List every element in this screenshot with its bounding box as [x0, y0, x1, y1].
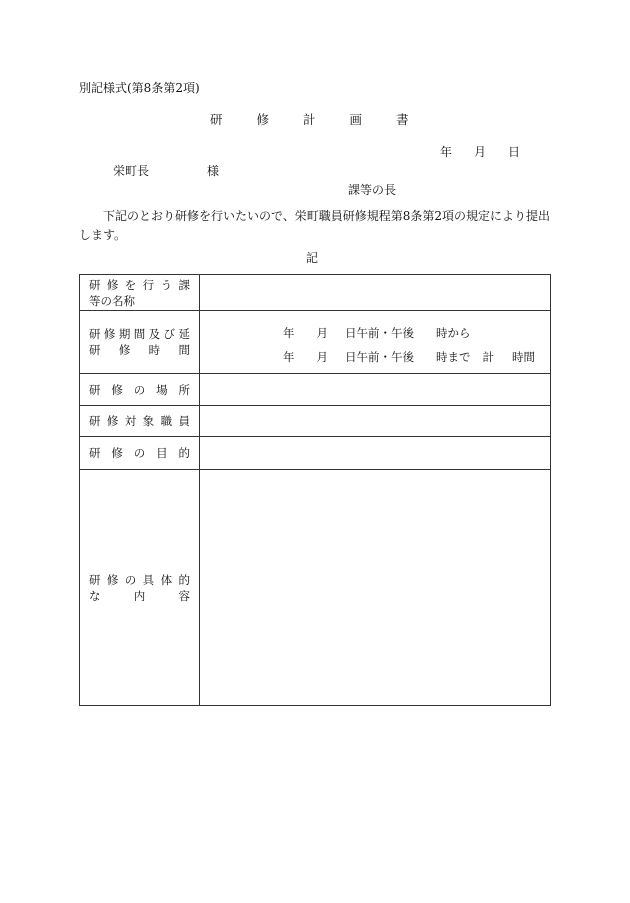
title-char: 修	[256, 112, 270, 127]
start-day-ampm: 日午前・午後	[345, 326, 414, 340]
ki-label: 記	[306, 251, 319, 265]
period-value-cell[interactable]	[200, 311, 551, 374]
total-label: 計	[482, 350, 494, 364]
period-end-line	[283, 349, 535, 365]
table-row	[80, 311, 551, 374]
sender: 課等の長	[348, 183, 397, 197]
department-label-line2: 等の名称	[89, 293, 135, 308]
purpose-label-cell	[80, 437, 200, 470]
department-value-cell[interactable]	[200, 275, 551, 311]
end-year: 年	[283, 350, 295, 364]
training-plan-table	[79, 274, 551, 706]
date-day: 日	[508, 145, 521, 159]
purpose-value-cell[interactable]	[200, 437, 551, 470]
title-char: 研	[210, 112, 223, 127]
location-label: 研 修 の 場 所	[89, 382, 190, 397]
target-staff-label-cell	[80, 406, 200, 437]
period-label-line1: 研 修 期 間 及 び 延	[89, 327, 190, 341]
table-row	[80, 275, 551, 311]
purpose-label: 研 修 の 目 的	[89, 446, 190, 460]
title-char: 書	[396, 112, 409, 127]
location-value-cell[interactable]	[200, 374, 551, 406]
content-label-cell	[80, 470, 200, 706]
table-row	[80, 374, 551, 406]
form-reference: 別記様式(第8条第2項)	[79, 81, 200, 95]
end-month: 月	[316, 350, 328, 364]
start-year: 年	[283, 326, 295, 340]
end-time: 時まで	[436, 350, 471, 364]
date-year: 年	[440, 145, 453, 159]
table-row	[80, 406, 551, 437]
period-start-line	[283, 325, 471, 341]
addressee: 栄町長	[113, 164, 150, 178]
period-label-cell	[80, 311, 200, 374]
date-line	[440, 146, 520, 158]
department-label-cell	[80, 275, 200, 311]
content-label-line2: な 内 容	[89, 588, 190, 603]
title-char: 画	[349, 112, 363, 127]
hours-label: 時間	[512, 350, 535, 364]
table-row	[80, 470, 551, 706]
title-char: 計	[303, 112, 316, 127]
period-label-line2: 研 修 時 間	[89, 343, 190, 357]
document-title	[210, 114, 409, 127]
location-label-cell	[80, 374, 200, 406]
target-staff-value-cell[interactable]	[200, 406, 551, 437]
table-row	[80, 437, 551, 470]
start-month: 月	[316, 326, 328, 340]
honorific: 様	[207, 164, 220, 178]
content-value-cell[interactable]	[200, 470, 551, 706]
department-label-line1: 研 修 を 行 う 課	[89, 277, 190, 292]
end-day-ampm: 日午前・午後	[345, 350, 414, 364]
target-staff-label: 研 修 対 象 職 員	[89, 414, 190, 428]
start-time: 時から	[436, 326, 471, 340]
date-month: 月	[474, 145, 487, 159]
intro-paragraph: 下記のとおり研修を行いたいので、栄町職員研修規程第8条第2項の規定により提出します。	[79, 209, 551, 242]
content-label-line1: 研 修 の 具 体 的	[89, 572, 190, 587]
